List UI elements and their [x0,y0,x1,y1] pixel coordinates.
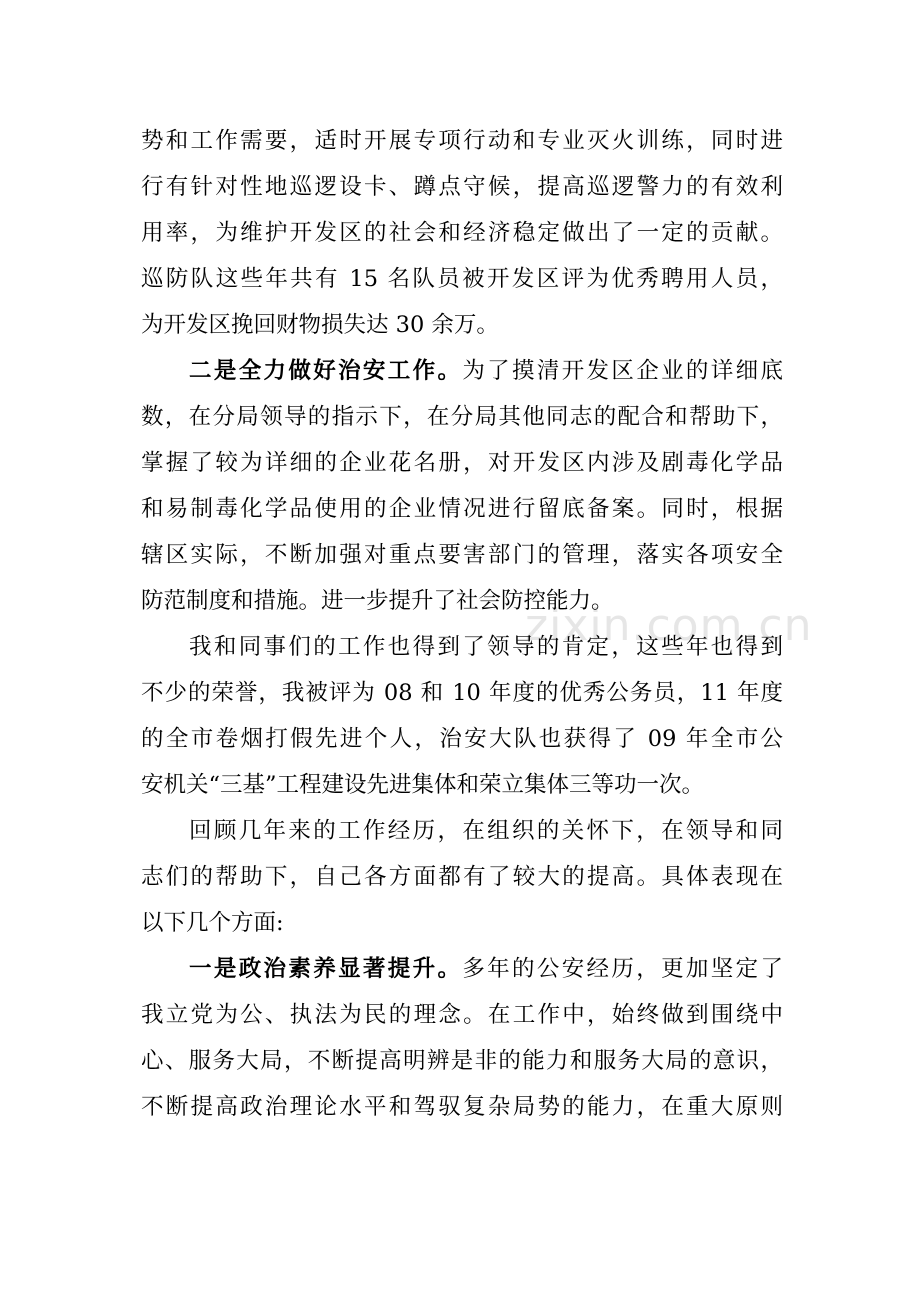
text-line [141,854,783,900]
text-line [141,394,783,440]
text-line [141,1084,783,1130]
paragraph-start-line [141,624,783,670]
line-text: 多年的公安经历，更加坚定了 [462,956,783,982]
line-text: 我和同事们的工作也得到了领导的肯定，这些年也得到 [189,634,783,660]
document-body [141,118,783,1130]
text-line [141,532,783,578]
line-text: 回顾几年来的工作经历，在组织的关怀下，在领导和同 [189,818,783,844]
line-text: 数，在分局领导的指示下，在分局其他同志的配合和帮助下， [141,404,783,430]
text-line [141,762,783,808]
line-text: 志们的帮助下，自己各方面都有了较大的提高。具体表现在 [141,864,783,890]
line-text: 为开发区挽回财物损失达 30 余万。 [141,312,499,338]
line-text: 和易制毒化学品使用的企业情况进行留底备案。同时，根据 [141,496,783,522]
line-text: 辖区实际，不断加强对重点要害部门的管理，落实各项安全 [141,542,783,568]
text-line [141,118,783,164]
text-line [141,670,783,716]
line-text: 势和工作需要，适时开展专项行动和专业灭火训练，同时进 [141,128,783,154]
bold-heading: 二是全力做好治安工作。 [189,358,463,384]
line-text: 掌握了较为详细的企业花名册，对开发区内涉及剧毒化学品 [141,450,783,476]
text-line [141,164,783,210]
text-line [141,486,783,532]
text-line [141,900,783,946]
line-text: 安机关“三基”工程建设先进集体和荣立集体三等功一次。 [141,772,705,798]
bold-heading: 一是政治素养显著提升。 [189,956,463,982]
text-line [141,302,783,348]
line-text: 以下几个方面: [141,910,284,936]
text-line [141,210,783,256]
line-text: 不断提高政治理论水平和驾驭复杂局势的能力，在重大原则 [141,1094,783,1120]
text-line [141,440,783,486]
line-text: 巡防队这些年共有 15 名队员被开发区评为优秀聘用人员， [141,266,783,292]
line-text: 不少的荣誉，我被评为 08 和 10 年度的优秀公务员，11 年度 [141,680,783,706]
text-line [141,578,783,624]
text-line [141,992,783,1038]
line-text: 用率，为维护开发区的社会和经济稳定做出了一定的贡献。 [141,220,783,246]
watermark: zixin.com.cn [525,600,813,651]
line-text: 行有针对性地巡逻设卡、蹲点守候，提高巡逻警力的有效利 [141,174,783,200]
paragraph-start-line [141,808,783,854]
line-text: 心、服务大局，不断提高明辨是非的能力和服务大局的意识， [141,1048,783,1074]
line-text: 我立党为公、执法为民的理念。在工作中，始终做到围绕中 [141,1002,783,1028]
line-text: 防范制度和措施。进一步提升了社会防控能力。 [141,588,614,614]
line-text: 为了摸清开发区企业的详细底 [462,358,783,384]
paragraph-start-line [141,348,783,394]
text-line [141,256,783,302]
text-line [141,716,783,762]
text-line [141,1038,783,1084]
line-text: 的全市卷烟打假先进个人，治安大队也获得了 09 年全市公 [141,726,783,752]
paragraph-start-line [141,946,783,992]
